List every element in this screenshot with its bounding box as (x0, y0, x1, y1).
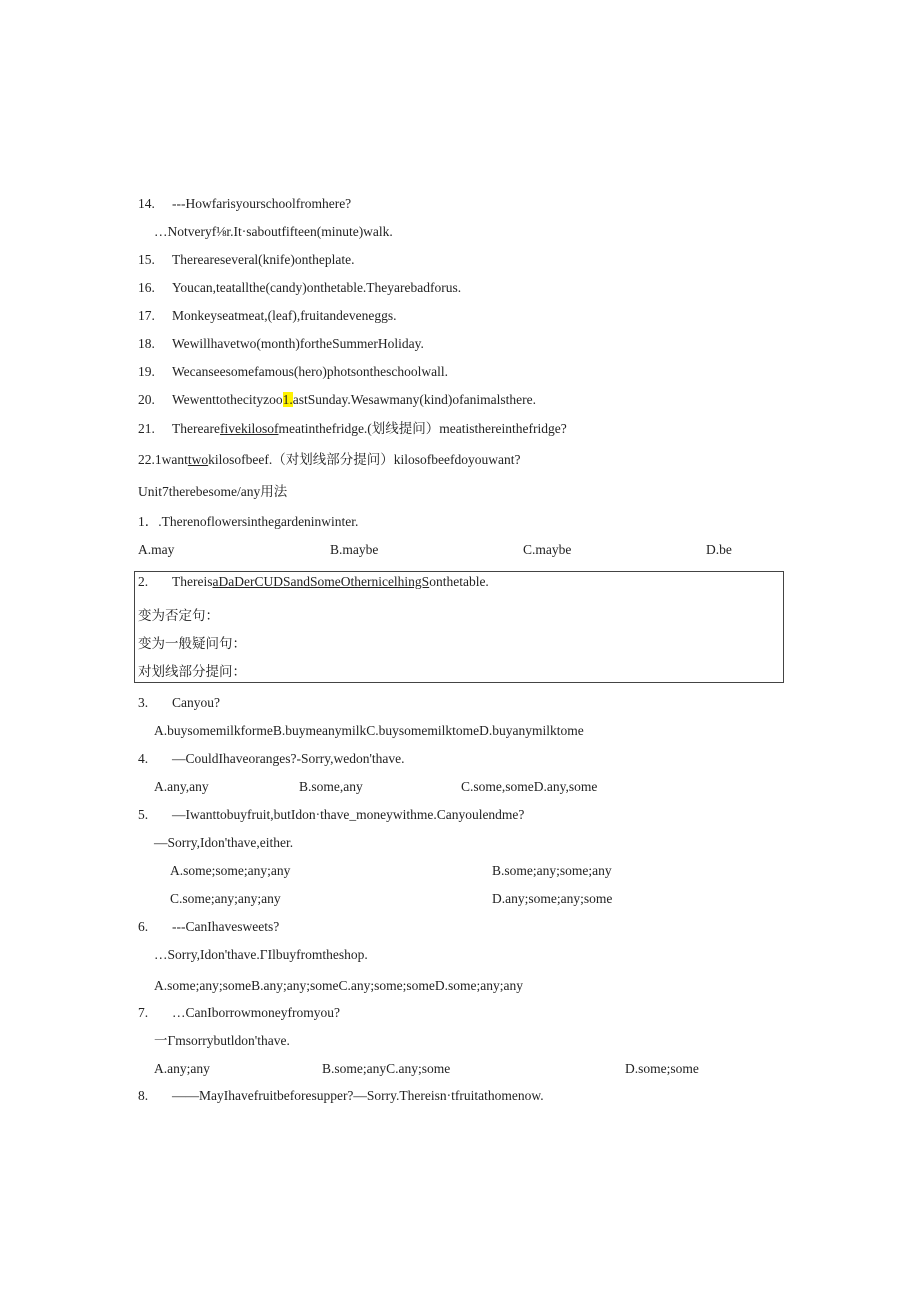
u1-option-a: A.may (138, 542, 175, 557)
u1-option-d: D.be (706, 542, 732, 557)
u1-option-c: C.maybe (523, 542, 572, 557)
u3-line: 3. Canyou? (138, 695, 220, 710)
u6-options: A.some;any;someB.any;any;someC.any;some;someD.some;any;any (154, 978, 523, 993)
highlight-mark: 1. (282, 392, 293, 407)
underlined-phrase: fivekilosof (219, 421, 279, 436)
u5-reply: —Sorry,Idon'thave,either. (154, 835, 294, 850)
q19-line: 19. Wecanseesomefamous(hero)photsontheschoolwall. (138, 364, 448, 379)
u1-question: 1．.Therenoflowersinthegardeninwinter. (138, 514, 359, 529)
underlined-phrase: two (187, 452, 209, 467)
u5-option-d: D.any;some;any;some (492, 891, 613, 906)
u8-line: 8. ——MayIhavefruitbeforesupper?—Sorry.Thereisn·tfruitathomenow. (138, 1088, 544, 1103)
q20-line: 20. Wewenttothecityzoo1.astSunday.Wesawmany(kind)ofanimalsthere. (138, 392, 536, 407)
u5-option-c: C.some;any;any;any (170, 891, 281, 906)
u7-option-bc: B.some;anyC.any;some (322, 1061, 451, 1076)
q17-line: 17. Monkeyseatmeat,(leaf),fruitandeveneggs. (138, 308, 397, 323)
q16-line: 16. Youcan,teatallthe(candy)onthetable.Theyarebadforus. (138, 280, 462, 295)
q22-line: 22.1wanttwokilosofbeef.（对划线部分提问）kilosofbeefdoyouwant? (138, 452, 521, 467)
q15-line: 15. Thereareseveral(knife)ontheplate. (138, 252, 355, 267)
u1-option-b: B.maybe (330, 542, 379, 557)
u7-option-a: A.any;any (154, 1061, 210, 1076)
u7-option-d: D.some;some (625, 1061, 699, 1076)
u2-underline-question: 对划线部分提问： (138, 664, 246, 679)
u4-option-b: B.some,any (299, 779, 363, 794)
underlined-phrase: aDaDerCUDSandSomeOthernicelhingS (212, 574, 430, 589)
u5-option-a: A.some;some;any;any (170, 863, 291, 878)
u5-option-b: B.some;any;some;any (492, 863, 612, 878)
u2-negative: 变为否定句： (138, 608, 219, 623)
q14-answer: …Notveryf⅛r.It·saboutfifteen(minute)walk. (154, 224, 393, 239)
u5-line: 5. —Iwanttobuyfruit,butIdon·thave_moneywithme.Canyoulendme? (138, 807, 525, 822)
q18-line: 18. Wewillhavetwo(month)fortheSummerHoliday. (138, 336, 424, 351)
q14-line: 14. ---Howfarisyourschoolfromhere? (138, 196, 352, 211)
u4-line: 4. —CouldIhaveoranges?-Sorry,wedon'thave. (138, 751, 405, 766)
u7-reply: 一Γmsorrybutldon'thave. (154, 1033, 290, 1048)
u2-line: 2. ThereisaDaDerCUDSandSomeOthernicelhingSonthetable. (138, 574, 489, 589)
unit-title: Unit7therebesome/any用法 (138, 484, 288, 499)
u6-reply: …Sorry,Idon'thave.ΓIlbuyfromtheshop. (154, 947, 368, 962)
u6-line: 6. ---CanIhavesweets? (138, 919, 280, 934)
u7-line: 7. …CanIborrowmoneyfromyou? (138, 1005, 340, 1020)
u3-options: A.buysomemilkformeB.buymeanymilkC.buysomemilktomeD.buyanymilktome (154, 723, 584, 738)
u2-general-question: 变为一般疑问句： (138, 636, 246, 651)
u4-option-cd: C.some,someD.any,some (461, 779, 598, 794)
u4-option-a: A.any,any (154, 779, 209, 794)
q21-line: 21. Therearefivekilosofmeatinthefridge.(划线提问）meatisthereinthefridge? (138, 421, 567, 436)
